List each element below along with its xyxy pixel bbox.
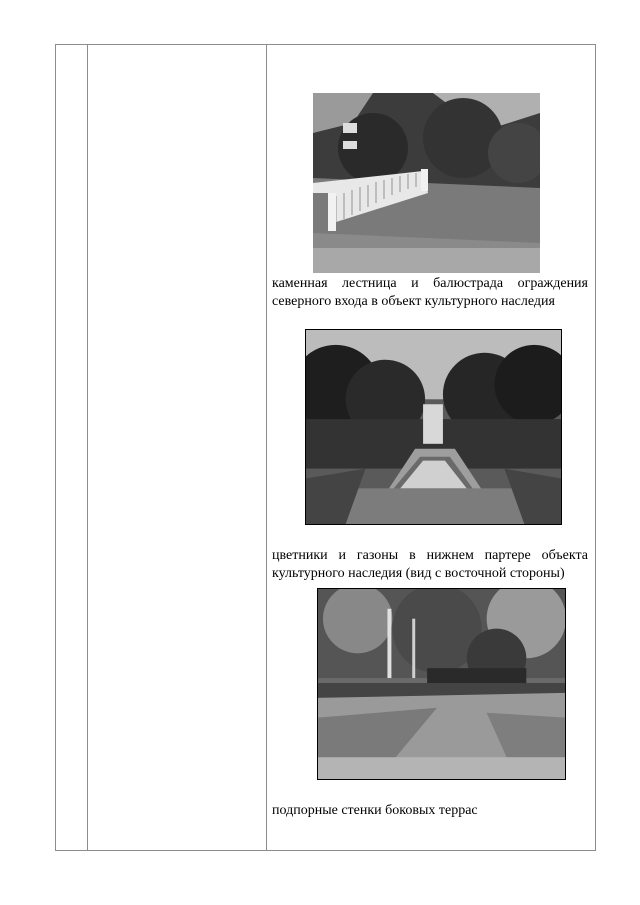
table-top-border (55, 44, 596, 45)
photo-retaining-walls (317, 588, 566, 780)
caption-flowerbeds-line1: цветники и газоны в нижнем партере объекта (272, 548, 588, 563)
table-right-border (595, 44, 596, 851)
caption-stone-staircase-line1: каменная лестница и балюстрада ограждения (272, 276, 588, 291)
table-left-border (55, 44, 56, 851)
caption-retaining-walls: подпорные стенки боковых террас (272, 803, 478, 818)
caption-flowerbeds-line2: культурного наследия (вид с восточной стороны) (272, 566, 565, 581)
photo-flowerbeds (305, 329, 562, 525)
caption-stone-staircase-line2: северного входа в объект культурного наследия (272, 294, 555, 309)
column-divider-1 (87, 44, 88, 851)
table-bottom-border (55, 850, 596, 851)
column-divider-2 (266, 44, 267, 851)
photo-stone-staircase (313, 93, 540, 273)
